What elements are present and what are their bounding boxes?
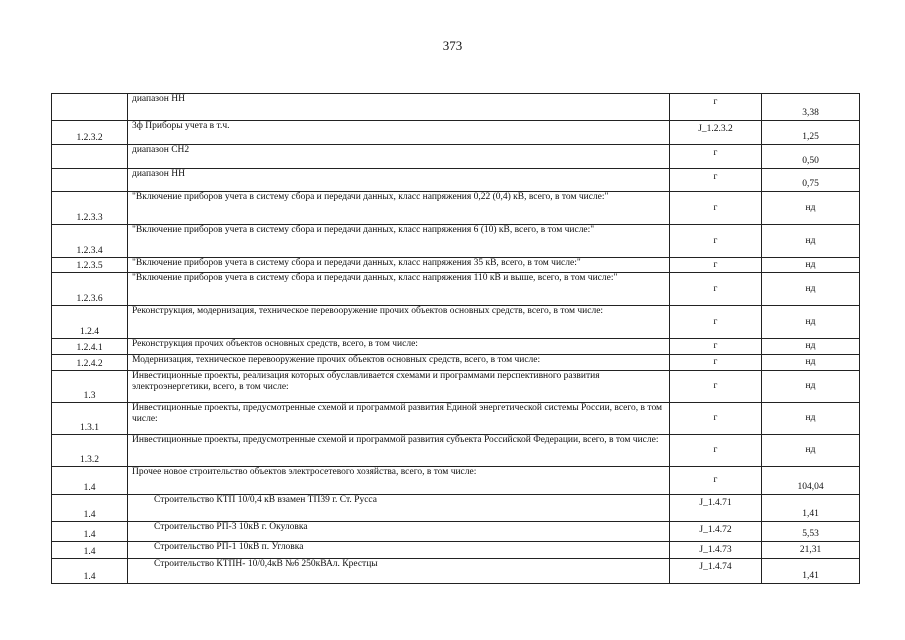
table-row [52,495,860,522]
row-unit: г [670,145,762,169]
row-name: "Включение приборов учета в систему сбора и передачи данных, класс напряжения 35 кВ, всего, в том числе:" [128,258,670,273]
row-value: 5,53 [762,522,860,542]
row-code: 1.2.3.3 [52,192,128,225]
table-row [52,403,860,435]
table-row [52,121,860,145]
row-name: 3ф Приборы учета в т.ч. [128,121,670,145]
row-value: нд [762,273,860,306]
row-code [52,169,128,192]
row-code: 1.2.3.4 [52,225,128,258]
row-code: 1.3.1 [52,403,128,435]
row-unit: J_1.4.71 [670,495,762,522]
row-value: 1,41 [762,495,860,522]
row-value: нд [762,306,860,339]
row-name: Прочее новое строительство объектов электросетевого хозяйства, всего, в том числе: [128,467,670,495]
row-value: нд [762,371,860,403]
table-row [52,559,860,584]
row-unit: J_1.4.72 [670,522,762,542]
table-row [52,355,860,371]
row-unit: J_1.2.3.2 [670,121,762,145]
table-row [52,192,860,225]
row-name: "Включение приборов учета в систему сбора и передачи данных, класс напряжения 0,22 (0,4) кВ, всего, в том числе:" [128,192,670,225]
row-value: нд [762,403,860,435]
row-name: Реконструкция, модернизация, техническое перевооружение прочих объектов основных средств, всего, в том числе: [128,306,670,339]
row-code: 1.2.3.5 [52,258,128,273]
row-unit: г [670,273,762,306]
row-name: Строительство КТПН- 10/0,4кВ №6 250кВАл. Крестцы [128,559,670,584]
row-value: 0,50 [762,145,860,169]
row-unit: г [670,339,762,355]
row-unit: г [670,306,762,339]
table-row [52,225,860,258]
table-row [52,273,860,306]
row-unit: г [670,225,762,258]
row-code: 1.4 [52,495,128,522]
row-code: 1.2.4 [52,306,128,339]
row-code: 1.2.3.2 [52,121,128,145]
row-value: 1,41 [762,559,860,584]
row-name: Строительство РП-1 10кВ п. Угловка [128,542,670,559]
row-value: 3,38 [762,94,860,121]
row-unit: г [670,371,762,403]
page-number: 373 [442,38,463,53]
row-name: Модернизация, техническое перевооружение прочих объектов основных средств, всего, в том числе: [128,355,670,371]
table-row [52,145,860,169]
row-name: Инвестиционные проекты, предусмотренные схемой и программой развития Единой энергетической системы России, всего, в том числе: [128,403,670,435]
row-name: диапазон СН2 [128,145,670,169]
row-code: 1.4 [52,467,128,495]
row-unit: J_1.4.73 [670,542,762,559]
row-value: нд [762,339,860,355]
row-code: 1.4 [52,542,128,559]
row-value: нд [762,355,860,371]
row-code: 1.3.2 [52,435,128,467]
table-row [52,169,860,192]
table-row [52,306,860,339]
row-unit: г [670,94,762,121]
row-unit: г [670,355,762,371]
row-name: Инвестиционные проекты, предусмотренные схемой и программой развития субъекта Российской Федерации, всего, в том числе: [128,435,670,467]
row-name: диапазон НН [128,94,670,121]
row-name: Реконструкция прочих объектов основных средств, всего, в том числе: [128,339,670,355]
row-code: 1.2.3.6 [52,273,128,306]
row-value: нд [762,435,860,467]
row-unit: г [670,169,762,192]
row-name: диапазон НН [128,169,670,192]
row-unit: г [670,467,762,495]
row-name: "Включение приборов учета в систему сбора и передачи данных, класс напряжения 6 (10) кВ, всего, в том числе:" [128,225,670,258]
row-value: 104,04 [762,467,860,495]
table-row [52,339,860,355]
row-code: 1.4 [52,522,128,542]
row-value: нд [762,225,860,258]
row-unit: г [670,403,762,435]
row-unit: г [670,192,762,225]
row-value: 0,75 [762,169,860,192]
row-name: Строительство РП-3 10кВ г. Окуловка [128,522,670,542]
investment-table [51,93,860,584]
row-code: 1.2.4.2 [52,355,128,371]
table-row [52,258,860,273]
row-value: 1,25 [762,121,860,145]
row-code: 1.3 [52,371,128,403]
row-code: 1.2.4.1 [52,339,128,355]
row-unit: J_1.4.74 [670,559,762,584]
row-code: 1.4 [52,559,128,584]
row-name: Инвестиционные проекты, реализация которых обуславливается схемами и программами перспективного развития электроэнергетики, всего, в том числе: [128,371,670,403]
table-row [52,522,860,542]
table-row [52,435,860,467]
row-name: "Включение приборов учета в систему сбора и передачи данных, класс напряжения 110 кВ и выше, всего, в том числе:" [128,273,670,306]
table-row [52,467,860,495]
row-code [52,94,128,121]
table-row [52,94,860,121]
row-unit: г [670,258,762,273]
table-row [52,371,860,403]
row-name: Строительство КТП 10/0,4 кВ взамен ТП39 г. Ст. Русса [128,495,670,522]
row-value: 21,31 [762,542,860,559]
row-value: нд [762,258,860,273]
row-unit: г [670,435,762,467]
row-value: нд [762,192,860,225]
table-row [52,542,860,559]
row-code [52,145,128,169]
